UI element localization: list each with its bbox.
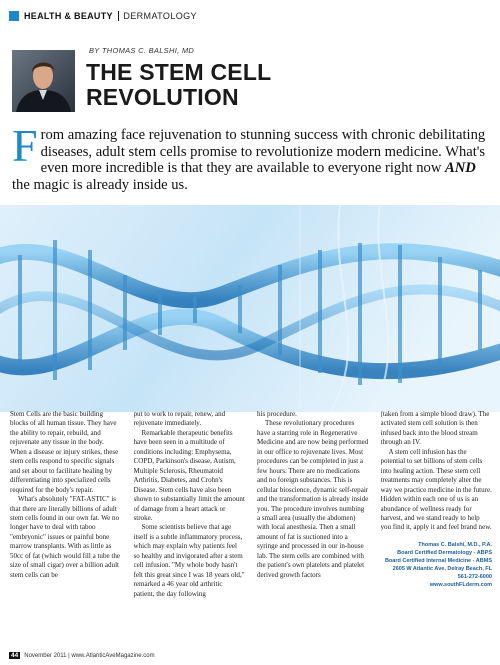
paragraph: A stem cell infusion has the potential to set billions of stem cells into healing action. These stem cell treatments may completely alter the way we practice medicine in the future. Hidden within each one of us is an abundance of wellness ready for harvest, and we stand ready to help you find it, apply it and feel brand new. (380, 447, 492, 532)
body-column-1 (10, 410, 122, 652)
author-photo (12, 50, 75, 112)
paragraph: (taken from a simple blood draw). The activated stem cell solution is then infused back into the blood stream through an IV. (380, 410, 490, 447)
signature-phone: 561-272-6000 (457, 573, 492, 580)
section-label: HEALTH & BEAUTY (24, 10, 113, 21)
title-line-2: REVOLUTION (86, 84, 239, 110)
article-dek (12, 120, 490, 193)
dek-emphasis: AND (445, 160, 476, 176)
body-column-3 (257, 410, 369, 652)
signature-address: 2605 W Atlantic Ave, Delray Beach, FL (392, 565, 492, 572)
signature-website: www.southFLderm.com (429, 581, 492, 588)
dna-helix-illustration (0, 205, 500, 412)
article-title (86, 60, 271, 110)
body-column-4 (381, 410, 493, 652)
section-square-icon (9, 11, 19, 21)
dna-hero-image (0, 205, 500, 412)
dek-text-2: the magic is already inside us. (12, 176, 188, 193)
page-number: 44 (11, 652, 19, 659)
article-body (10, 410, 492, 652)
author-signature (381, 541, 493, 589)
title-line-1: THE STEM CELL (86, 59, 272, 85)
page-footer (9, 652, 155, 659)
paragraph: Remarkable therapeutic benefits have been seen in a multitude of conditions including: Emphysema, COPD, Parkinson's disease, Autism, Multiple Sclerosis, Rheumatoid Arthritis, Diabetes, and Crohn's Disease. Stem cells have also been shown to substantially limit the amount of damage from a heart attack or stroke. (133, 428, 245, 522)
subsection-label: DERMATOLOGY (123, 10, 197, 21)
footer-text: November 2011 | www.AtlanticAveMagazine.com (24, 652, 155, 659)
author-portrait-image (12, 50, 75, 112)
paragraph: put to work to repair, renew, and rejuvenate immediately. (133, 410, 226, 428)
byline: BY THOMAS C. BALSHI, MD (89, 46, 195, 55)
section-header (9, 9, 197, 22)
signature-credential-1: Board Certified Dermatology - ABPS (397, 549, 492, 556)
paragraph: Stem Cells are the basic building blocks of all human tissue. They have the ability to repair, rebuild, and rejuvenate any tissue in the body. When a disease or injury strikes, these stem cells respond to specific signals and set about to facilitate healing by differentiating into specialized cells required for the body's repair. (10, 410, 119, 494)
signature-credential-2: Board Certified Internal Medicine - ABMS (384, 557, 492, 564)
section-divider (118, 11, 120, 21)
paragraph: his procedure. (257, 410, 297, 418)
paragraph: What's absolutely "FAT-ASTIC" is that there are literally billions of adult stem cells found in our own fat. We no longer have to deal with taboo "embryonic" issues or painful bone marrow transplants. With as little as 50cc of fat (which would fill a tube the size of small cigar) over a billion adult stem cells can be (10, 495, 120, 579)
paragraph: These revolutionary procedures have a starring role in Regenerative Medicine and are now being performed in our office to rejuvenate lives. Most procedures can be completed in just a few hours. There are no medications and no foreign substances. This is cellular bioscience, dynamic self-repair and the transformation is already inside you. The procedure involves numbing a small area (usually the abdomen) with local anesthesia. Then a small amount of fat is suctioned into a syringe and processed in our in-house lab. The stem cells are combined with the patient's own platelets and platelet derived growth factors (257, 419, 369, 579)
body-column-2 (134, 410, 246, 652)
drop-cap: F (12, 120, 38, 171)
paragraph: Some scientists believe that age itself is a subtle inflammatory process, which may explain why patients feel so healthy and invigorated after a stem cell infusion. "My whole body hasn't felt this great since I was 18 years old," remarked a 46 year old arthritic patient, the day following (133, 523, 245, 598)
signature-name: Thomas C. Balshi, M.D., P.A. (418, 541, 492, 548)
dek-text-1: rom amazing face rejuvenation to stunning success with chronic debilitating diseases, adult stem cells promise to revolutionize modern medicine. What's even more incredible is that they are available to everyone right now (40, 127, 486, 176)
